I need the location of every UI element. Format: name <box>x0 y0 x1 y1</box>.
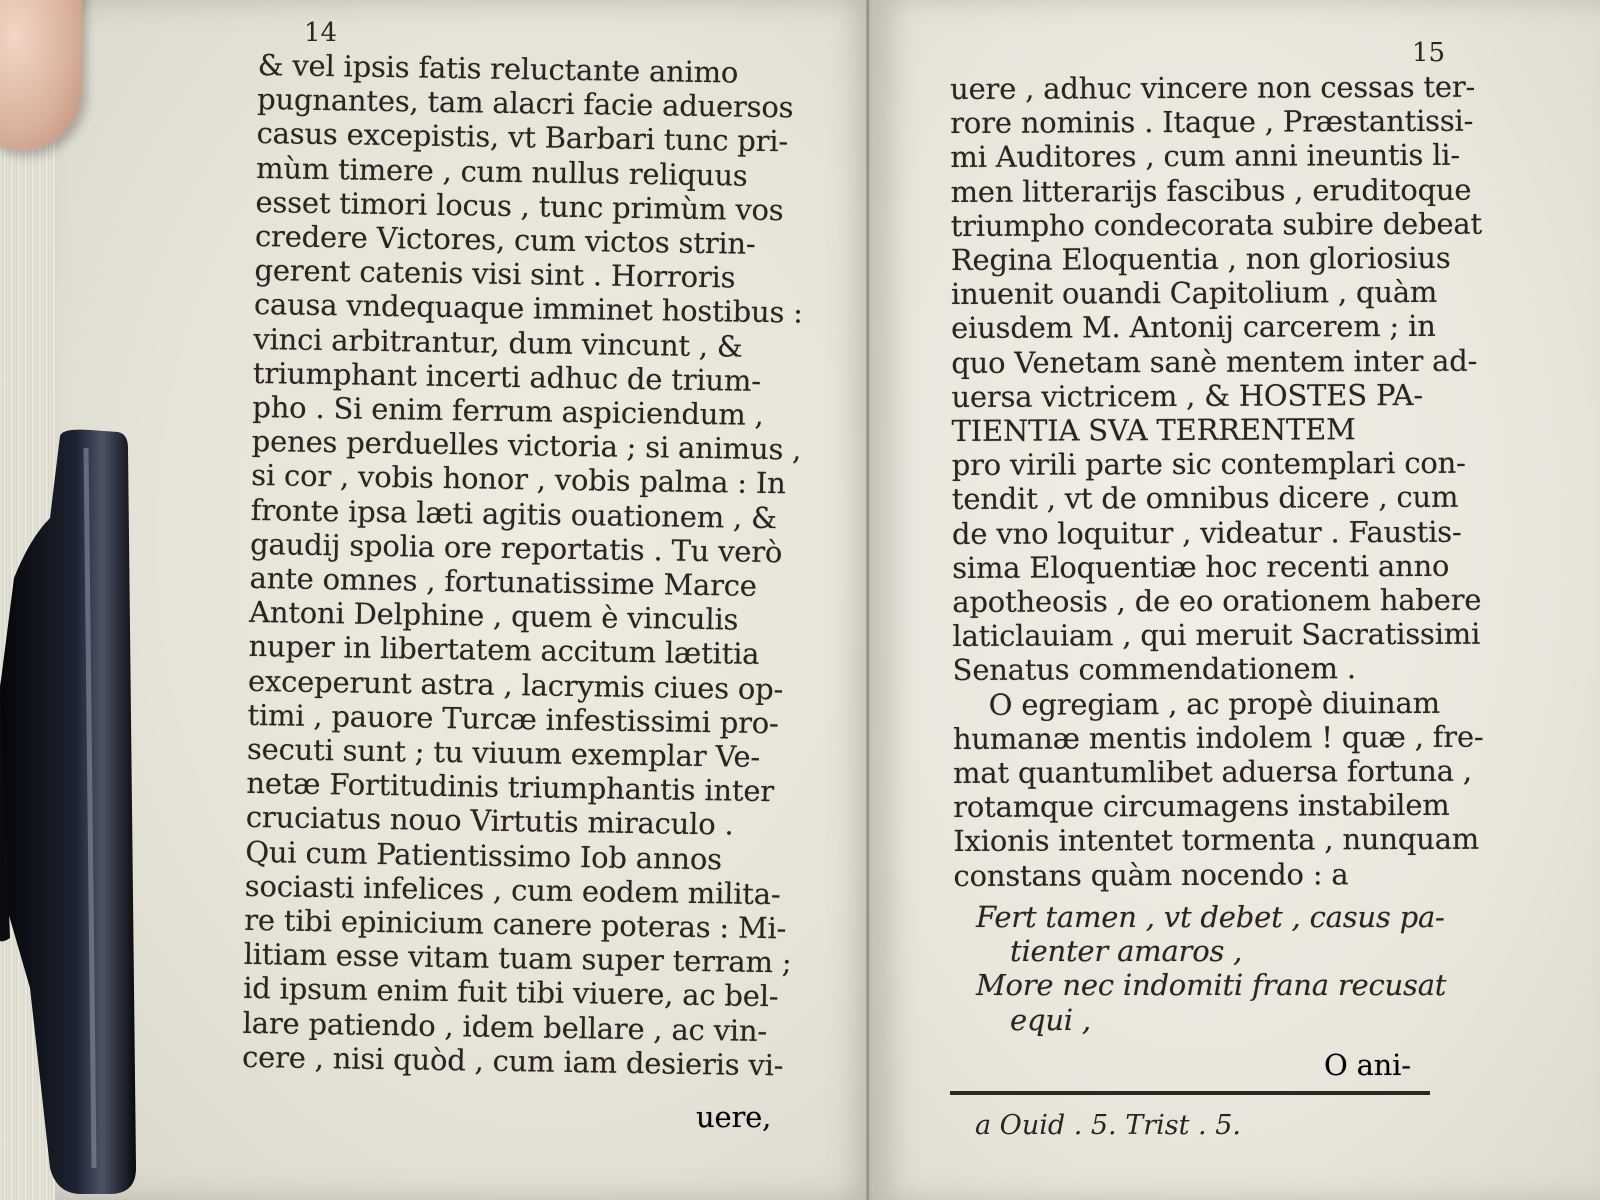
text-line: uersa victricem , & HOSTES PA- <box>951 377 1423 414</box>
text-line: cruciatus nouo Virtutis miraculo . <box>245 800 734 843</box>
text-line: casus excepistis, vt Barbari tunc pri- <box>256 116 789 159</box>
verse-line: equi , <box>1010 1002 1091 1037</box>
text-line: cere , nisi quòd , cum iam desieris vi- <box>241 1039 784 1083</box>
text-line: gerent catenis visi sint . Horroris <box>254 253 736 295</box>
text-line: Senatus commendationem . <box>952 651 1356 688</box>
text-line: re tibi epinicium canere poteras : Mi- <box>244 902 787 946</box>
text-line: de vno loquitur , videatur . Faustis- <box>951 514 1462 551</box>
text-line: uere , adhuc vincere non cessas ter- <box>950 69 1476 106</box>
text-line: Qui cum Patientissimo Iob annos <box>245 834 723 877</box>
text-line: exceperunt astra , lacrymis ciues op- <box>247 663 784 706</box>
verse-line: tienter amaros , <box>1010 934 1243 969</box>
footnote: a Ouid . 5. Trist . 5. <box>975 1110 1241 1141</box>
text-line: rotamque circumagens instabilem <box>953 788 1450 825</box>
text-line: secuti sunt ; tu viuum exemplar Ve- <box>246 731 761 775</box>
text-line: pro virili parte sic contemplari con- <box>951 445 1466 483</box>
text-line: triumpho condecorata subire debeat <box>950 206 1482 243</box>
verse-line: Fert tamen , vt debet , casus pa- <box>976 900 1445 934</box>
text-line: credere Victores, cum victos strin- <box>254 218 756 261</box>
text-line: constans quàm nocendo : a <box>953 856 1349 893</box>
verse-line: More nec indomiti frana recusat <box>976 968 1447 1003</box>
text-line: Ixionis intentet tormenta , nunquam <box>953 822 1480 859</box>
text-line: litiam esse vitam tuam super terram ; <box>243 937 792 980</box>
text-line: pugnantes, tam alacri facie aduersos <box>256 82 794 125</box>
catchword-right: O ani- <box>1324 1048 1411 1082</box>
text-line: inuenit ouandi Capitolium , quàm <box>950 275 1438 312</box>
text-line: humanæ mentis indolem ! quæ , fre- <box>952 719 1484 756</box>
text-line: nuper in libertatem accitum lætitia <box>248 629 760 672</box>
text-line: mùm timere , cum nullus reliquus <box>255 150 748 193</box>
text-line: rore nominis . Itaque , Præstantissi- <box>950 103 1474 141</box>
text-line: O egregiam , ac propè diuinam <box>988 685 1440 722</box>
text-line: netæ Fortitudinis triumphantis inter <box>246 766 775 809</box>
text-line: vinci arbitrantur, dum vincunt , & <box>253 321 743 364</box>
page-number-left: 14 <box>304 18 338 48</box>
text-line: esset timori locus , tunc primùm vos <box>255 184 784 228</box>
text-line: apotheosis , de eo orationem habere <box>952 582 1482 620</box>
text-line: eiusdem M. Antonij carcerem ; in <box>951 309 1436 346</box>
text-line: tendit , vt de omnibus dicere , cum <box>951 480 1459 517</box>
text-line: TIENTIA SVA TERRENTEM <box>951 412 1356 449</box>
verse-quotation <box>976 900 1456 1037</box>
text-line: quo Venetam sanè mentem inter ad- <box>951 343 1478 380</box>
text-line: ante omnes , fortunatissime Marce <box>249 560 758 603</box>
catchword-left: uere, <box>696 1100 772 1134</box>
footnote-rule <box>950 1091 1430 1095</box>
text-line: laticlauiam , qui meruit Sacratissimi <box>952 616 1481 654</box>
text-line: sociasti infelices , cum eodem milita- <box>244 868 781 912</box>
text-line: pho . Si enim ferrum aspiciendum , <box>252 389 764 433</box>
text-line: men litterarijs fascibus , eruditoque <box>950 172 1472 209</box>
text-line: si cor , vobis honor , vobis palma : In <box>251 458 786 501</box>
page-number-right: 15 <box>1412 38 1446 68</box>
binder-clip-icon <box>0 428 162 1196</box>
text-line: sima Eloquentiæ hoc recenti anno <box>952 548 1450 585</box>
text-line: fronte ipsa læti agitis ouationem , & <box>250 492 778 535</box>
text-line: penes perduelles victoria ; si animus , <box>251 424 802 467</box>
book-gutter <box>866 0 870 1200</box>
text-line: timi , pauore Turcæ infestissimi pro- <box>247 697 779 741</box>
right-page-text <box>950 69 1484 893</box>
left-page-text <box>242 48 818 1083</box>
text-line: mi Auditores , cum anni ineuntis li- <box>950 138 1460 175</box>
text-line: lare patiendo , idem bellare , ac vin- <box>242 1005 768 1048</box>
text-line: Regina Eloquentia , non gloriosius <box>950 240 1451 278</box>
text-line: id ipsum enim fuit tibi viuere, ac bel- <box>242 971 779 1014</box>
text-line: Antoni Delphine , quem è vinculis <box>248 595 739 637</box>
text-line: causa vndequaque imminet hostibus : <box>253 287 804 331</box>
text-line: mat quantumlibet aduersa fortuna , <box>952 753 1472 791</box>
text-line: gaudij spolia ore reportatis . Tu verò <box>249 526 783 570</box>
text-line: triumphant incerti adhuc de trium- <box>252 355 762 398</box>
text-line: & vel ipsis fatis reluctante animo <box>257 48 739 90</box>
